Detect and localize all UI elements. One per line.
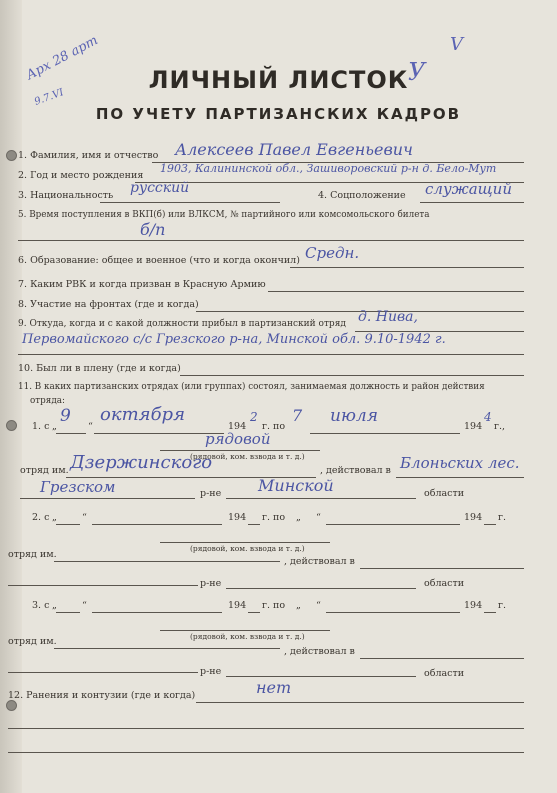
quote-open: „	[296, 512, 301, 523]
handwritten-rank: рядовой	[205, 430, 271, 448]
field-label: 12. Ранения и контузии (где и когда)	[8, 690, 196, 701]
fill-line	[268, 291, 524, 292]
page-title: ЛИЧНЫЙ ЛИСТОК	[148, 66, 409, 94]
fill-line	[20, 498, 195, 499]
quote-open: „	[52, 512, 57, 523]
handwritten-origin-1: д. Нива,	[358, 309, 418, 325]
handwritten-to-day: 7	[292, 406, 303, 425]
handwritten-nationality: русский	[130, 180, 190, 196]
entry-number: 3. с	[32, 600, 50, 611]
quote-open: „	[52, 600, 57, 611]
fill-line	[54, 648, 280, 649]
field-label: 4. Соцположение	[318, 190, 406, 201]
otryad-label: отряд им.	[8, 636, 57, 647]
quote-open: „	[296, 600, 301, 611]
quote-close: “	[316, 512, 321, 523]
acted-label: , действовал в	[284, 556, 355, 567]
handwritten-party: б/п	[140, 220, 166, 239]
field-label: 3. Национальность	[18, 190, 114, 201]
fill-line	[160, 450, 320, 451]
fill-line	[484, 612, 496, 613]
quote-open: „	[52, 421, 57, 432]
fill-line	[56, 612, 80, 613]
handwritten-year: 2	[250, 410, 258, 424]
handwritten-origin-2: Первомайского с/с Грезского р-на, Минской обл. 9.10-1942 г.	[22, 332, 446, 347]
archive-note: Арх 28 арт	[24, 33, 101, 84]
field-label: 5. Время поступления в ВКП(б) или ВЛКСМ, № партийного или комсомольского билета	[18, 210, 430, 220]
field-label: отряда:	[30, 396, 65, 406]
handwritten-oblast: Минской	[258, 476, 334, 495]
rank-caption: (рядовой, ком. взвода и т. д.)	[190, 452, 305, 461]
year-prefix: 194	[464, 421, 483, 432]
check-mark: V	[450, 34, 463, 55]
fill-line	[180, 375, 524, 376]
handwritten-acted: Блоньских лес.	[400, 454, 520, 472]
rank-caption: (рядовой, ком. взвода и т. д.)	[190, 632, 305, 641]
fill-line	[8, 752, 524, 753]
rayon-label: р-не	[200, 666, 222, 677]
date-note: 9.7.VI	[33, 87, 66, 108]
quote-close: “	[82, 512, 87, 523]
handwritten-rayon: Грезском	[40, 478, 116, 496]
fill-line	[226, 498, 416, 499]
fill-line	[248, 612, 260, 613]
year-prefix: 194	[464, 600, 483, 611]
otryad-label: отряд им.	[8, 549, 57, 560]
punch-hole	[6, 700, 17, 711]
fill-line	[420, 202, 524, 203]
field-label: 7. Каким РВК и когда призван в Красную Армию	[18, 279, 266, 290]
page-subtitle: ПО УЧЕТУ ПАРТИЗАНСКИХ КАДРОВ	[95, 105, 462, 123]
to-label: г. по	[262, 512, 286, 523]
fill-line	[290, 267, 524, 268]
otryad-label: отряд им.	[20, 465, 69, 476]
quote-close: “	[82, 600, 87, 611]
entry-number: 2. с	[32, 512, 50, 523]
fill-line	[360, 658, 524, 659]
fill-line	[92, 524, 222, 525]
field-label: 11. В каких партизанских отрядах (или группах) состоял, занимаемая должность и район действия	[18, 382, 485, 392]
fill-line	[160, 630, 330, 631]
acted-label: , действовал в	[320, 465, 391, 476]
fill-line	[8, 672, 198, 673]
fill-line	[196, 702, 524, 703]
fill-line	[56, 433, 86, 434]
year-prefix: 194	[228, 600, 247, 611]
field-label: 8. Участие на фронтах (где и когда)	[18, 299, 199, 310]
letter-note: У	[408, 58, 426, 86]
rayon-label: р-не	[200, 488, 222, 499]
fill-line	[100, 202, 280, 203]
handwritten-wounds: нет	[256, 678, 292, 697]
year-prefix: 194	[228, 512, 247, 523]
fill-line	[18, 240, 524, 241]
handwritten-to-month: июля	[330, 406, 378, 426]
fill-line	[160, 542, 330, 543]
fill-line	[56, 524, 80, 525]
quote-close: “	[316, 600, 321, 611]
punch-hole	[6, 420, 17, 431]
fill-line	[326, 524, 460, 525]
year-prefix: 194	[464, 512, 483, 523]
oblast-label: области	[424, 578, 465, 589]
year-suffix: г.	[498, 512, 506, 523]
field-label: 6. Образование: общее и военное (что и когда окончил)	[18, 255, 300, 266]
rayon-label: р-не	[200, 578, 222, 589]
fill-line	[396, 477, 524, 478]
handwritten-birth: 1903, Калининской обл., Зашиворовский р-н д. Бело-Мут	[160, 162, 497, 175]
fill-line	[8, 728, 524, 729]
oblast-label: области	[424, 668, 465, 679]
handwritten-day: 9	[60, 406, 71, 426]
punch-hole	[6, 150, 17, 161]
field-label: 1. Фамилия, имя и отчество	[18, 150, 159, 161]
fill-line	[226, 588, 416, 589]
fill-line	[484, 524, 496, 525]
fill-line	[8, 585, 198, 586]
handwritten-year-2: 4	[484, 410, 492, 424]
fill-line	[248, 524, 260, 525]
fill-line	[226, 676, 416, 677]
field-label: 9. Откуда, когда и с какой должности прибыл в партизанский отряд	[18, 319, 346, 329]
year-suffix: г.,	[494, 421, 506, 432]
to-label: г. по	[262, 421, 286, 432]
entry-number: 1. с	[32, 421, 50, 432]
rank-caption: (рядовой, ком. взвода и т. д.)	[190, 544, 305, 553]
fill-line	[54, 561, 280, 562]
field-label: 2. Год и место рождения	[18, 170, 144, 181]
fill-line	[92, 612, 222, 613]
fill-line	[310, 433, 460, 434]
field-label: 10. Был ли в плену (где и когда)	[18, 363, 181, 374]
handwritten-otryad: Дзержинского	[70, 452, 213, 473]
handwritten-social: служащий	[425, 180, 512, 198]
handwritten-education: Средн.	[305, 244, 360, 262]
year-prefix: 194	[228, 421, 247, 432]
handwritten-month: октября	[100, 404, 185, 425]
fill-line	[18, 354, 524, 355]
to-label: г. по	[262, 600, 286, 611]
year-suffix: г.	[498, 600, 506, 611]
acted-label: , действовал в	[284, 646, 355, 657]
fill-line	[326, 612, 460, 613]
quote-close: “	[88, 421, 93, 432]
oblast-label: области	[424, 488, 465, 499]
fill-line	[360, 568, 524, 569]
handwritten-name: Алексеев Павел Евгеньевич	[175, 140, 414, 159]
